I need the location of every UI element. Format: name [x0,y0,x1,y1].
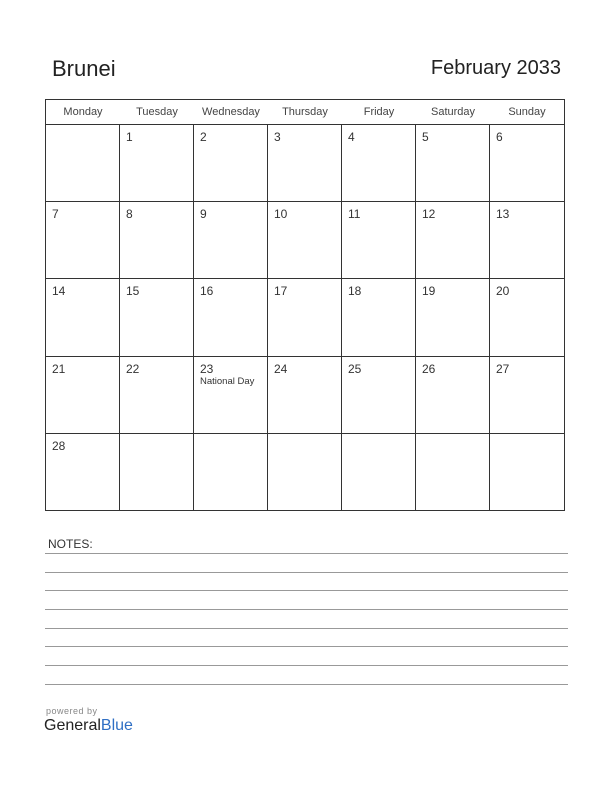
holiday-label: National Day [200,375,255,387]
day-number: 1 [126,130,133,144]
day-cell [46,434,120,511]
day-cell [416,279,490,356]
day-number: 20 [496,284,510,299]
day-cell [46,202,120,279]
day-number: 24 [274,361,288,376]
notes-line [45,590,568,591]
day-cell [194,279,268,356]
day-number: 18 [348,284,362,299]
day-cell [46,279,120,356]
day-number: 27 [496,361,510,376]
day-cell [268,434,342,511]
day-cell [120,202,194,279]
day-cell [194,434,268,511]
day-number: 12 [422,207,436,222]
day-cell [268,125,342,202]
day-number: 5 [422,130,429,144]
day-number: 7 [52,207,59,222]
day-cell [416,202,490,279]
day-cell [268,279,342,356]
day-cell [194,125,268,202]
calendar-grid [45,99,565,511]
day-cell [342,357,416,434]
brand-name-part: General [44,717,101,734]
day-number: 11 [348,207,361,222]
day-cell [194,357,268,434]
day-number: 15 [126,284,140,299]
day-number: 28 [52,438,66,453]
powered-by-text: powered by [46,706,98,716]
day-number: 9 [200,207,207,222]
day-cell [268,202,342,279]
day-cell [416,434,490,511]
notes-line [45,684,568,685]
day-cell [490,279,564,356]
day-cell [342,125,416,202]
day-number: 17 [274,284,288,299]
brand-name-part: Blue [100,717,133,734]
day-cell [46,125,120,202]
day-cell [268,357,342,434]
weekday-label: Tuesday [136,106,178,118]
day-number: 3 [274,130,281,144]
weekday-label: Wednesday [202,106,260,118]
weekday-label: Thursday [282,106,328,118]
day-number: 26 [422,361,436,376]
day-number: 22 [126,361,140,376]
day-cell [416,125,490,202]
notes-line [45,628,568,629]
day-number: 6 [496,130,503,144]
notes-line [45,646,568,647]
day-cell [342,434,416,511]
day-number: 16 [200,284,214,299]
day-number: 14 [52,284,66,299]
day-cell [490,434,564,511]
day-number: 13 [496,207,510,222]
day-cell [416,357,490,434]
day-number: 25 [348,361,362,376]
month-year-title: February 2033 [430,57,561,79]
day-cell [342,202,416,279]
brand-logo [44,717,133,735]
day-cell [194,202,268,279]
day-cells [46,125,564,511]
weekday-header [46,100,564,125]
day-number: 19 [422,284,436,299]
day-cell [120,125,194,202]
weekday-label: Saturday [430,106,476,118]
weekday-label: Sunday [508,106,546,118]
notes-line [45,553,568,554]
day-cell [490,202,564,279]
notes-line [45,665,568,666]
day-cell [46,357,120,434]
day-number: 8 [126,207,133,222]
day-cell [120,434,194,511]
day-cell [490,125,564,202]
notes-line [45,572,568,573]
day-number: 2 [200,130,207,144]
day-number: 4 [348,130,355,144]
day-cell [120,357,194,434]
day-number: 23 [200,361,214,376]
notes-label: NOTES: [48,537,93,551]
day-number: 21 [52,361,66,376]
country-title: Brunei [52,56,116,81]
day-cell [342,279,416,356]
day-number: 10 [274,207,288,222]
notes-line [45,609,568,610]
day-cell [490,357,564,434]
weekday-label: Monday [63,106,103,118]
day-cell [120,279,194,356]
weekday-label: Friday [363,106,395,118]
